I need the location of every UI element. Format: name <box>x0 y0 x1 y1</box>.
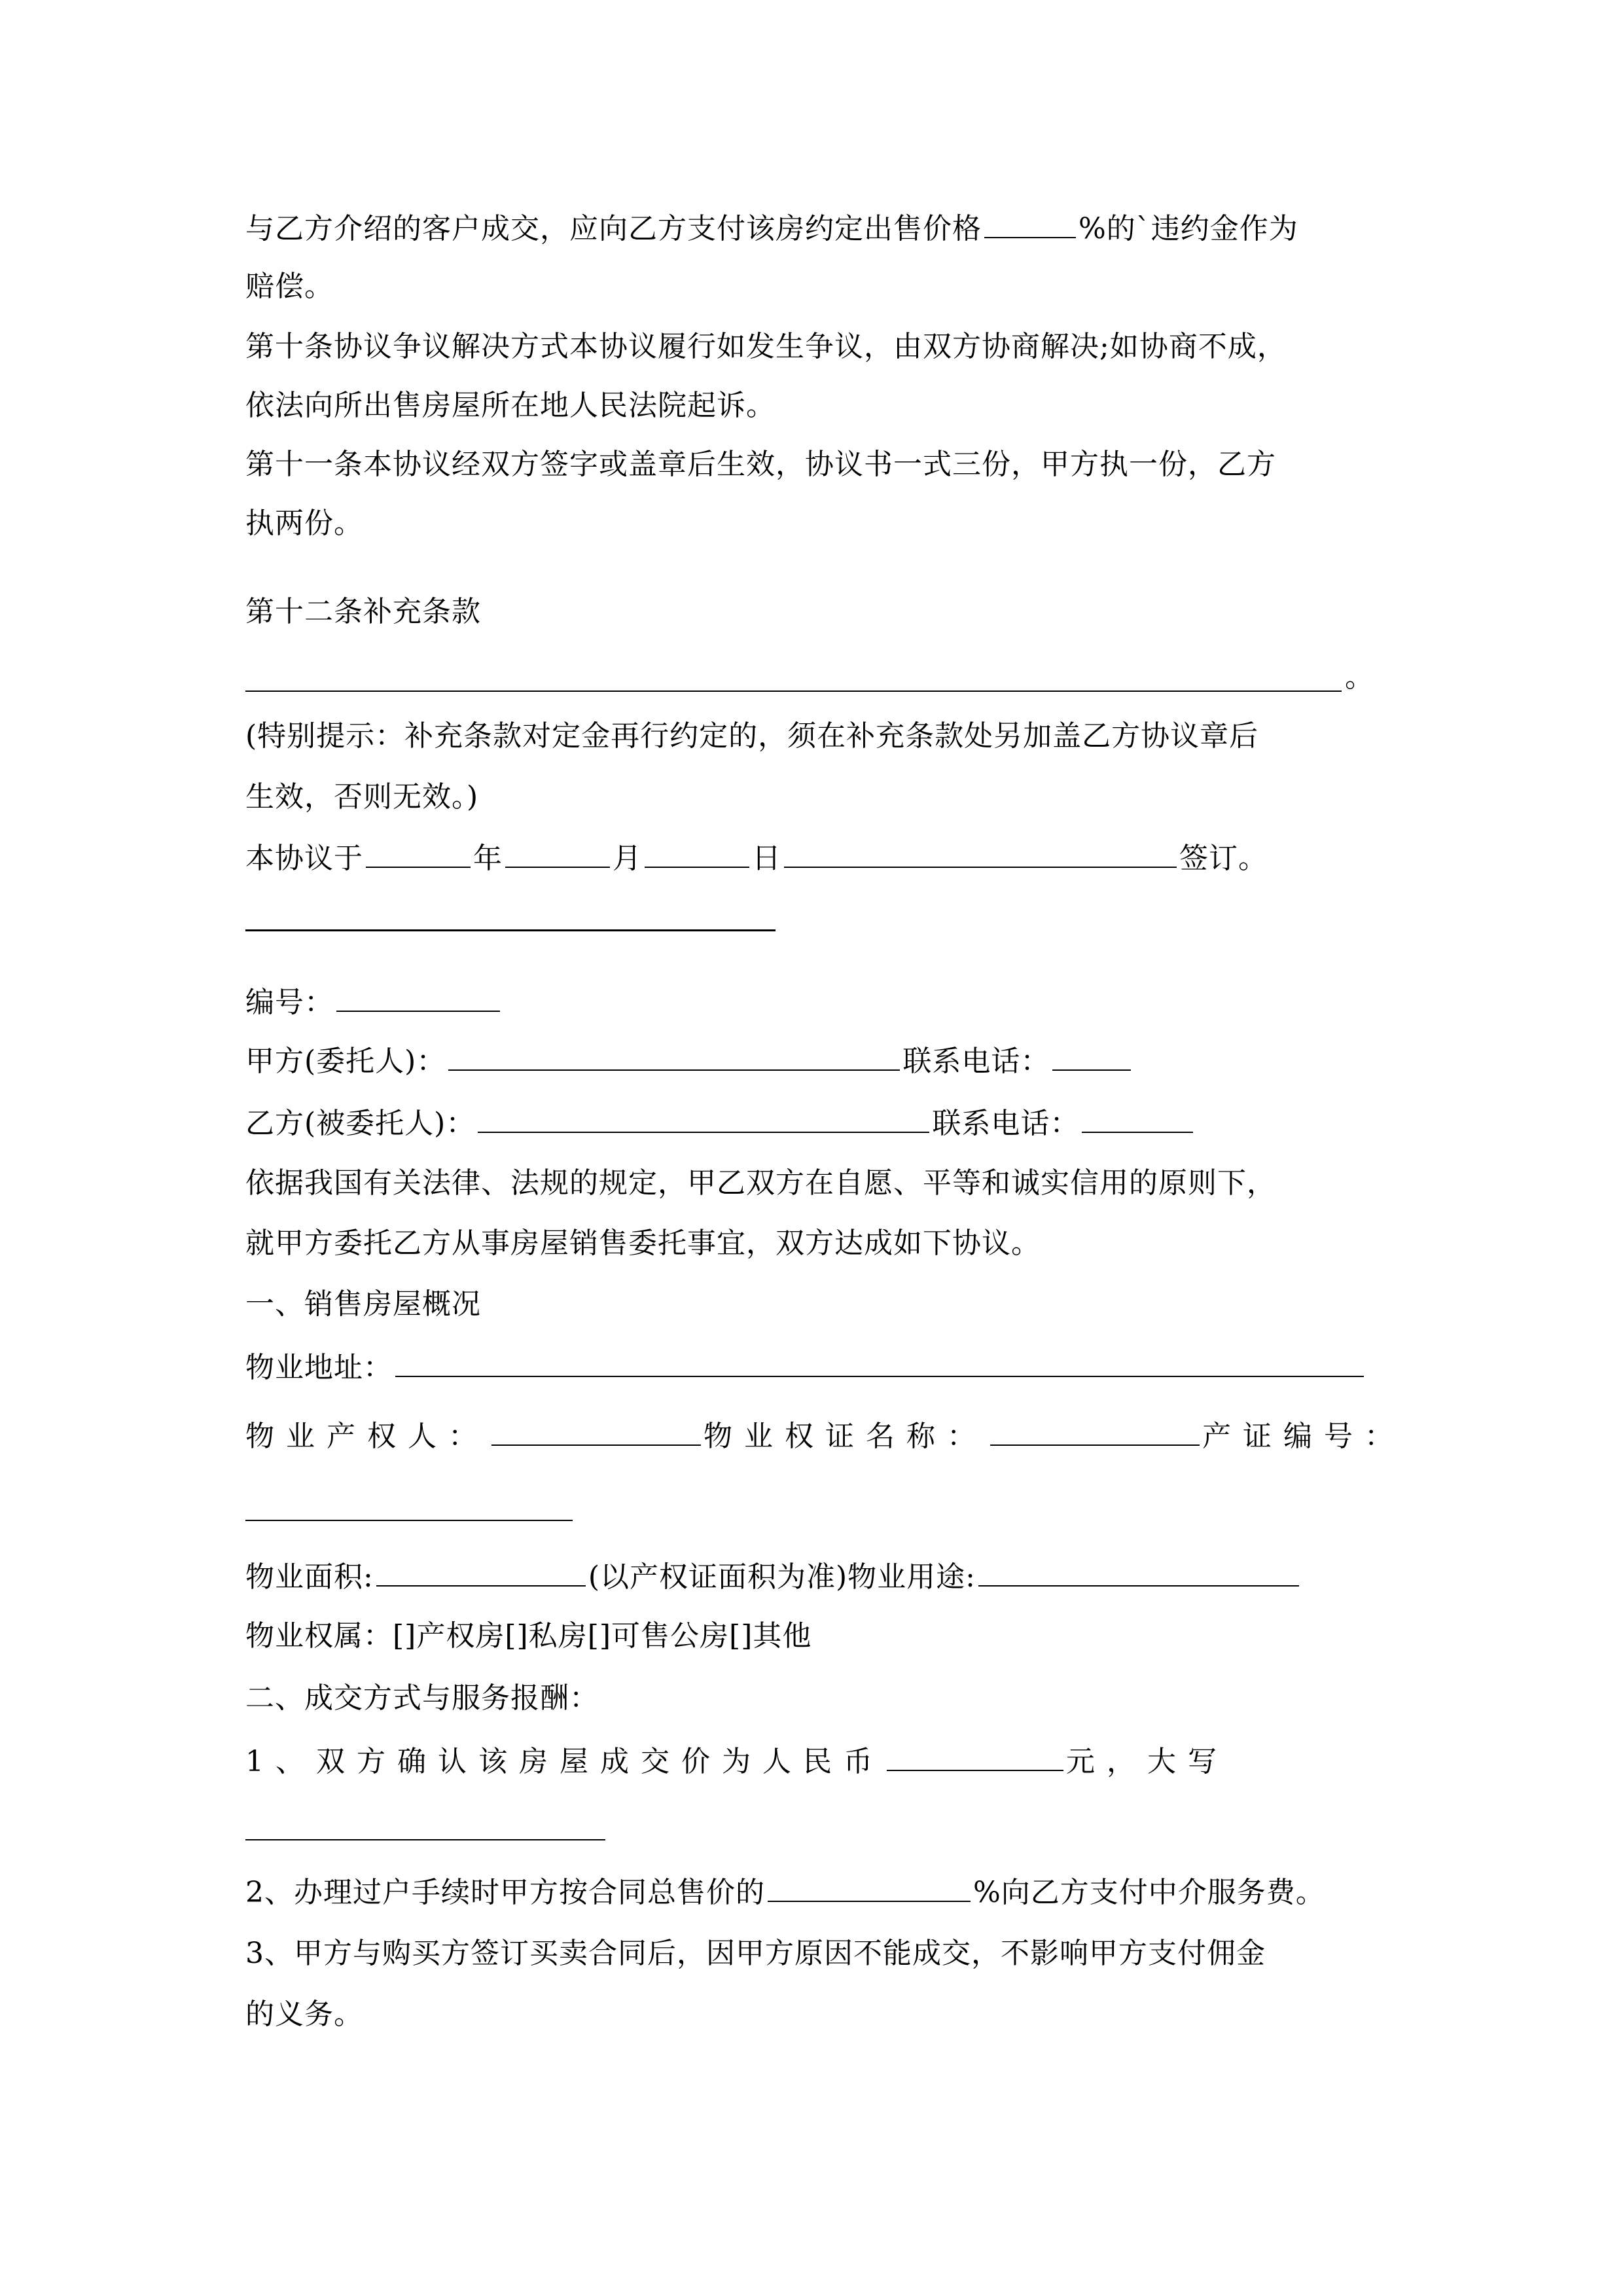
area-usage-row <box>245 1556 1302 1597</box>
address-field[interactable] <box>395 1347 1364 1377</box>
item-1-row <box>245 1741 1228 1782</box>
text: 元，大写 <box>1066 1745 1228 1778</box>
section-divider <box>245 929 776 931</box>
label: 物业产权人： <box>245 1420 489 1453</box>
party-a-phone-field[interactable] <box>1052 1041 1131 1071</box>
party-a-name-field[interactable] <box>448 1041 900 1071</box>
preamble-line-2: 就甲方委托乙方从事房屋销售委托事宜，双方达成如下协议。 <box>245 1227 1041 1260</box>
text: 1、双方确认该房屋成交价为人民币 <box>245 1745 884 1778</box>
cert-name-field[interactable] <box>990 1416 1200 1446</box>
commission-percent-field[interactable] <box>768 1872 971 1902</box>
period: 。 <box>1345 660 1374 694</box>
text: 2、办理过户手续时甲方按合同总售价的 <box>245 1876 765 1909</box>
special-note-line-2: 生效，否则无效。) <box>245 780 479 814</box>
blank-field-year[interactable] <box>366 838 471 868</box>
label: 产证编号： <box>1202 1420 1405 1453</box>
blank-field-supplementary-terms[interactable] <box>245 691 1342 692</box>
clause-10-line-2: 依法向所出售房屋所在地人民法院起诉。 <box>245 389 776 422</box>
section-2-title: 二、成交方式与服务报酬： <box>245 1681 599 1715</box>
blank-field-month[interactable] <box>505 838 610 868</box>
label: 联系电话： <box>902 1045 1050 1078</box>
label: 甲方(委托人)： <box>245 1045 446 1078</box>
item-3-line-2: 的义务。 <box>245 1998 363 2031</box>
clause-10-line-1: 第十条协议争议解决方式本协议履行如发生争议，由双方协商解决;如协商不成， <box>245 330 1287 363</box>
special-note-line-1: (特别提示：补充条款对定金再行约定的，须在补充条款处另加盖乙方协议章后 <box>245 719 1259 753</box>
text: 与乙方介绍的客户成交，应向乙方支付该房约定出售价格 <box>245 212 982 245</box>
label: (以产权证面积为准)物业用途: <box>588 1560 976 1594</box>
price-field[interactable] <box>887 1741 1063 1771</box>
owner-field[interactable] <box>491 1416 701 1446</box>
owner-cert-row <box>245 1416 1405 1456</box>
ownership-option-other[interactable]: []其他 <box>729 1619 812 1653</box>
clause-9-end: 赔偿。 <box>245 270 334 303</box>
cert-number-field[interactable] <box>245 1520 573 1521</box>
area-field[interactable] <box>376 1556 586 1587</box>
blank-field-place[interactable] <box>784 838 1177 868</box>
ownership-row <box>245 1617 812 1656</box>
label: 乙方(被委托人)： <box>245 1107 476 1140</box>
usage-field[interactable] <box>978 1556 1299 1587</box>
text: 签订。 <box>1179 842 1268 875</box>
blank-field-day[interactable] <box>645 838 749 868</box>
label: 物业权属： <box>245 1619 393 1653</box>
item-3-line-1: 3、甲方与购买方签订买卖合同后，因甲方原因不能成交，不影响甲方支付佣金 <box>245 1937 1266 1970</box>
label: 联系电话： <box>932 1107 1080 1140</box>
label: 物业权证名称： <box>704 1420 988 1453</box>
text: 年 <box>473 842 503 875</box>
contract-number-field[interactable] <box>336 982 500 1012</box>
label: 编号： <box>245 986 334 1019</box>
text: 日 <box>752 842 781 875</box>
item-2-row <box>245 1872 1325 1912</box>
clause-11-line-2: 执两份。 <box>245 507 363 540</box>
party-b-name-field[interactable] <box>478 1103 929 1133</box>
text: %向乙方支付中介服务费。 <box>973 1876 1325 1909</box>
ownership-option-private[interactable]: []私房 <box>505 1619 588 1653</box>
signing-date-line <box>245 838 1268 878</box>
label: 物业地址： <box>245 1351 393 1384</box>
text: %的`违约金作为 <box>1079 212 1298 245</box>
price-in-words-field[interactable] <box>245 1839 605 1840</box>
blank-field-penalty-percent[interactable] <box>984 208 1076 238</box>
clause-9-continuation <box>245 208 1298 249</box>
label: 物业面积: <box>245 1560 374 1594</box>
preamble-line-1: 依据我国有关法律、法规的规定，甲乙双方在自愿、平等和诚实信用的原则下， <box>245 1166 1276 1200</box>
ownership-option-property[interactable]: []产权房 <box>393 1619 505 1653</box>
party-a-row <box>245 1041 1133 1081</box>
text: 月 <box>613 842 642 875</box>
section-1-title: 一、销售房屋概况 <box>245 1287 481 1321</box>
text: 本协议于 <box>245 842 363 875</box>
ownership-option-public-for-sale[interactable]: []可售公房 <box>587 1619 730 1653</box>
party-b-phone-field[interactable] <box>1082 1103 1193 1133</box>
contract-number-row <box>245 982 503 1022</box>
clause-12-title: 第十二条补充条款 <box>245 595 481 628</box>
party-b-row <box>245 1103 1196 1143</box>
clause-11-line-1: 第十一条本协议经双方签字或盖章后生效，协议书一式三份，甲方执一份，乙方 <box>245 448 1276 481</box>
address-row <box>245 1347 1366 1388</box>
